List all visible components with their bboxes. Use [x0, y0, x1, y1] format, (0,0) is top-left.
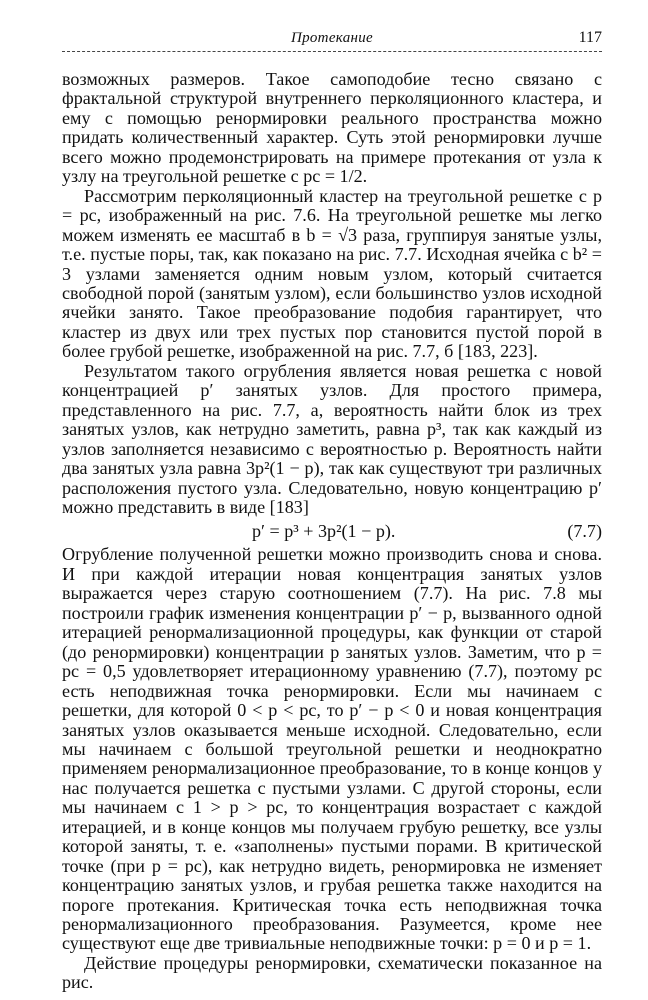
body-text [62, 70, 602, 993]
paragraph-1: возможных размеров. Такое самоподобие тесно связано с фрактальной структурой внутреннего перколяционного кластера, и ему с помощью ренормировки реального пространства можно придать количественный характер. Суть этой ренормировки лучше всего можно продемонстрировать на примере протекания от узла к узлу на треугольной решетке с pc = 1/2. [62, 69, 602, 187]
running-head [62, 28, 602, 50]
equation-7-7 [62, 522, 602, 542]
page-number: 117 [578, 29, 602, 46]
paragraph-3: Результатом такого огрубления является новая решетка с новой концентрацией p′ занятых узлов. Для простого примера, представленного на рис. 7.7, а, вероятность найти блок из трех занятых узлов, как нетрудно заметить, равна p³, так как каждый из узлов заполняется независимо с вероятностью p. Вероятность найти два занятых узла равна 3p²(1 − p), так как существуют три различных расположения пустого узла. Следовательно, новую концентрацию p′ можно представить в виде [183] [62, 360, 602, 517]
paragraph-5: Действие процедуры ренормировки, схематически показанное на рис. [62, 952, 602, 993]
equation-number: (7.7) [567, 521, 602, 542]
header-rule [62, 51, 602, 52]
running-head-title: Протекание [290, 30, 374, 46]
equation-formula: p′ = p³ + 3p²(1 − p). [252, 521, 396, 542]
paragraph-4: Огрубление полученной решетки можно производить снова и снова. И при каждой итерации новая концентрация занятых узлов выражается через старую соотношением (7.7). На рис. 7.8 мы построили график изменения концентрации p′ − p, вызванного одной итерацией ренормализационной процедуры, как функции от старой (до ренормировки) концентрации p занятых узлов. Заметим, что p = pc = 0,5 удовлетворяет итерационному уравнению (7.7), поэтому pc есть неподвижная точка ренормировки. Если мы начинаем с решетки, для которой 0 < p < pc, то p′ − p < 0 и новая концентрация занятых узлов оказывается меньше исходной. Следовательно, если мы начинаем с большой треугольной решетки и неоднократно применяем ренормализационное преобразование, то в конце концов у нас получается решетка с пустыми узлами. С другой стороны, если мы начинаем с 1 > p > pc, то концентрация возрастает с каждой итерацией, и в конце концов мы получаем грубую решетку, все узлы которой заняты, т. е. «заполнены» пустыми порами. В критической точке (при p = pc), как нетрудно видеть, ренормировка не изменяет концентрацию занятых узлов, и грубая решетка также находится на пороге протекания. Критическая точка есть неподвижная точка ренормализационного преобразования. Разумеется, кроме нее существуют еще две тривиальные неподвижные точки: p = 0 и p = 1. [62, 544, 602, 954]
paragraph-2: Рассмотрим перколяционный кластер на треугольной решетке с p = pc, изображенный на рис. 7.6. На треугольной решетке мы легко можем изменять ее масштаб в b = √3 раза, группируя занятые узлы, т.е. пустые поры, так, как показано на рис. 7.7. Исходная ячейка с b² = 3 узлами заменяется одним новым узлом, который считается свободной порой (занятым узлом), если большинство узлов исходной ячейки занято. Такое преобразование подобия гарантирует, что кластер из двух или трех пустых пор становится пустой порой в более грубой решетке, изображенной на рис. 7.7, б [183, 223]. [62, 185, 602, 362]
